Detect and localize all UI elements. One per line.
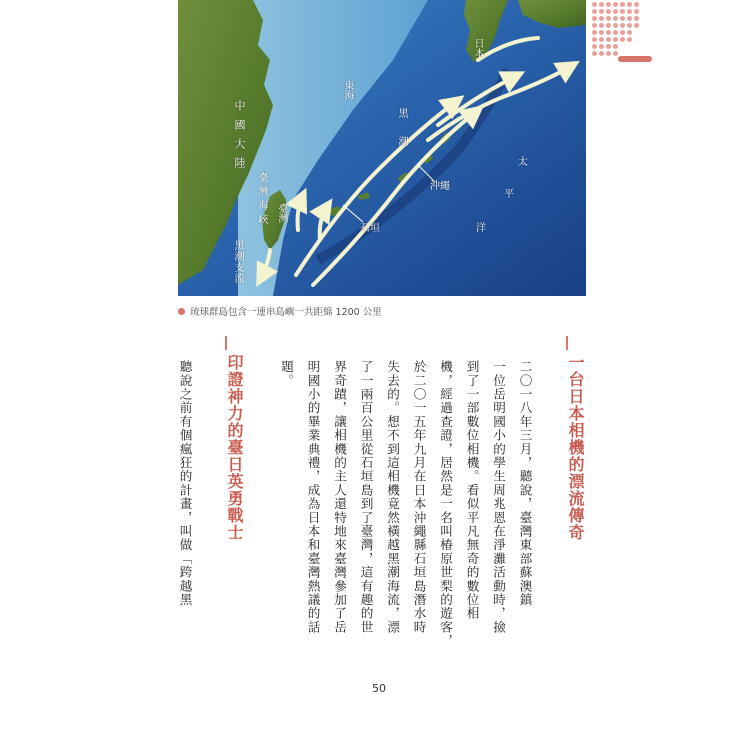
page-number: 50: [372, 682, 386, 695]
decorative-dot: [613, 16, 618, 21]
decorative-accent-bar: [618, 56, 652, 62]
section1-text-column: 二〇一八年三月，聽說，臺灣東部蘇澳鎮: [517, 360, 533, 607]
decorative-dot: [606, 51, 611, 56]
decorative-dot: [620, 30, 625, 35]
map-label-pacific-char: 平: [504, 189, 514, 200]
decorative-dot: [599, 44, 604, 49]
decorative-dot: [599, 51, 604, 56]
map-label-pacific-char: 太: [518, 157, 528, 168]
section1-text-column: 一位岳明國小的學生周兆恩在淨灘活動時，撿: [491, 360, 507, 634]
map-label-kuroshio-branch: 黑潮支流: [232, 240, 243, 284]
decorative-dot: [592, 30, 597, 35]
decorative-dot: [627, 9, 632, 14]
decorative-dot: [592, 44, 597, 49]
decorative-dot: [627, 37, 632, 42]
decorative-dot: [613, 37, 618, 42]
decorative-dot: [627, 2, 632, 7]
decorative-dot: [592, 9, 597, 14]
decorative-dot: [592, 23, 597, 28]
map-label-okinawa: 沖繩: [430, 181, 450, 192]
decorative-dot: [599, 30, 604, 35]
decorative-dot: [613, 9, 618, 14]
decorative-dot: [634, 23, 639, 28]
map-label-east-sea: 東海: [342, 80, 353, 100]
decorative-dot: [599, 37, 604, 42]
decorative-dot: [620, 23, 625, 28]
decorative-dot: [599, 23, 604, 28]
decorative-dot: [599, 9, 604, 14]
decorative-dot: [599, 2, 604, 7]
decorative-dot: [606, 9, 611, 14]
decorative-dot-pattern: [592, 2, 648, 60]
decorative-dot: [592, 37, 597, 42]
decorative-dot: [606, 16, 611, 21]
map-label-pacific-char: 洋: [476, 223, 486, 234]
section1-text-column: 明國小的畢業典禮，成為日本和臺灣熱議的話: [305, 360, 321, 634]
section1-heading: 一台日本相機的漂流傳奇: [566, 354, 585, 541]
decorative-dot: [613, 44, 618, 49]
decorative-dot: [620, 16, 625, 21]
map-label-taiwan-strait: 臺灣海峽: [256, 172, 267, 228]
decorative-dot: [634, 9, 639, 14]
section2-heading: 印證神力的臺日英勇戰士: [225, 354, 244, 541]
section1-text-column: 題。: [279, 360, 295, 388]
section1-text-column: 界奇蹟，讓相機的主人還特地來臺灣參加了岳: [332, 360, 348, 634]
decorative-dot: [592, 51, 597, 56]
caption-bullet-icon: [178, 308, 185, 315]
section2-text-column: 聽說之前有個瘋狂的計畫，叫做「跨越黑: [177, 360, 193, 607]
decorative-dot: [634, 2, 639, 7]
section1-text-column: 了一兩百公里從石垣島到了臺灣，這有趣的世: [358, 360, 374, 634]
decorative-dot: [599, 16, 604, 21]
section2-heading-rule: [225, 336, 227, 350]
map-label-china-mainland: 中國大陸: [233, 100, 246, 176]
decorative-dot: [627, 30, 632, 35]
decorative-dot: [613, 51, 618, 56]
section1-text-column: 到了一部數位相機。看似平凡無奇的數位相: [464, 360, 480, 621]
kuroshio-map: [178, 0, 586, 296]
map-label-ishigaki: 石垣: [360, 223, 380, 234]
section1-text-column: 機，經過查證，居然是一名叫椿原世梨的遊客，: [438, 360, 454, 648]
decorative-dot: [634, 16, 639, 21]
section1-text-column: 失去的。想不到這相機竟然橫越黑潮海流，漂: [385, 360, 401, 634]
decorative-dot: [620, 37, 625, 42]
decorative-dot: [606, 37, 611, 42]
decorative-dot: [613, 23, 618, 28]
map-label-taiwan: 臺灣: [276, 203, 287, 223]
decorative-dot: [592, 2, 597, 7]
map-caption: [178, 304, 382, 318]
map-label-japan: 日本: [472, 38, 483, 58]
map-caption-text: 琉球群島包含一連串島嶼一共距綿 1200 公里: [190, 307, 382, 318]
decorative-dot: [627, 23, 632, 28]
decorative-dot: [627, 16, 632, 21]
decorative-dot: [620, 9, 625, 14]
decorative-dot: [592, 16, 597, 21]
decorative-dot: [606, 30, 611, 35]
decorative-dot: [613, 2, 618, 7]
decorative-dot: [613, 30, 618, 35]
map-label-kuroshio: 黑潮: [396, 108, 407, 164]
section1-heading-rule: [566, 336, 568, 350]
decorative-dot: [606, 44, 611, 49]
decorative-dot: [606, 2, 611, 7]
section1-text-column: 於二〇一五年九月在日本沖繩縣石垣島潛水時: [411, 360, 427, 634]
decorative-dot: [606, 23, 611, 28]
decorative-dot: [620, 2, 625, 7]
